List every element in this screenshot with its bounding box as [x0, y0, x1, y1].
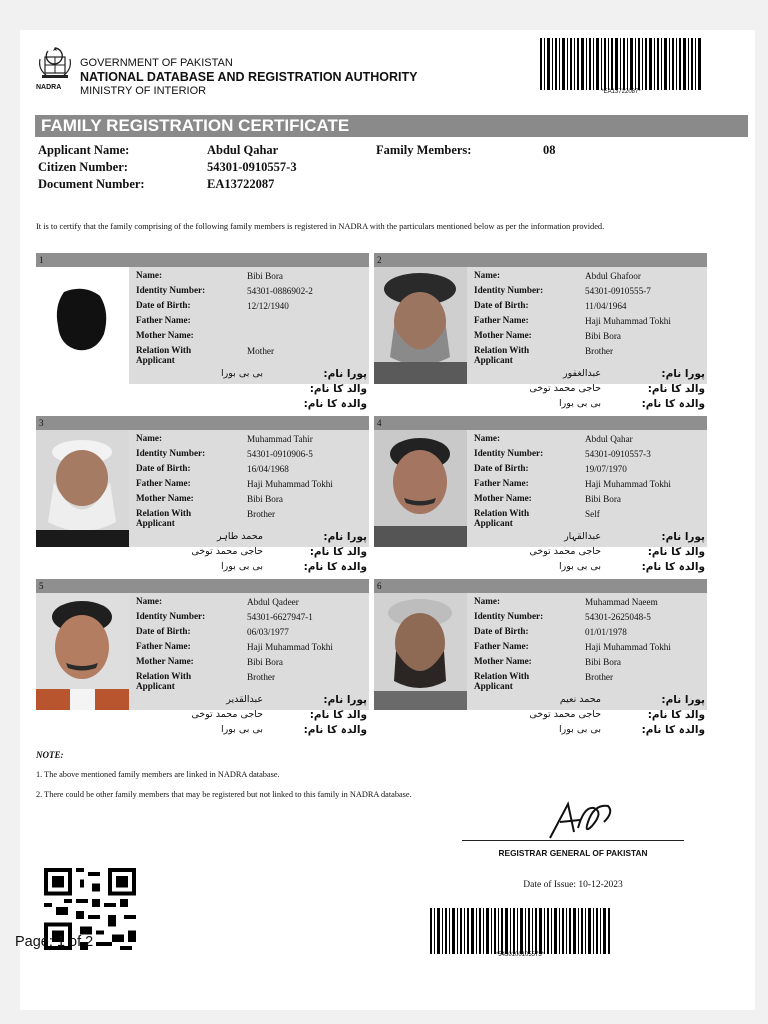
certificate-title: FAMILY REGISTRATION CERTIFICATE [35, 115, 748, 137]
member-identity: 54301-6627947-1 [247, 612, 313, 622]
member-father: Haji Muhammad Tokhi [585, 316, 671, 326]
certificate-page [20, 30, 755, 1010]
member-number: 2 [374, 253, 707, 267]
member-father: Haji Muhammad Tokhi [585, 479, 671, 489]
mother-label: Mother Name: [474, 656, 532, 666]
name-label: Name: [474, 596, 501, 606]
member-relation: Brother [585, 672, 614, 682]
member-father: Haji Muhammad Tokhi [247, 642, 333, 652]
member-card-6 [374, 579, 707, 739]
member-card-1 [36, 253, 369, 413]
urdu-mother-label: والدہ کا نام: [303, 724, 367, 736]
member-urdu-mother: بی بی بورا [559, 724, 601, 735]
member-urdu-mother: بی بی بورا [221, 561, 263, 572]
identity-label: Identity Number: [136, 611, 206, 621]
urdu-name-label: پورا نام: [661, 694, 705, 706]
page-number: Page: 1 of 2 [15, 934, 94, 950]
identity-label: Identity Number: [136, 285, 206, 295]
member-mother: Bibi Bora [585, 331, 621, 341]
relation-label: Relation With Applicant [474, 671, 530, 691]
member-mother: Bibi Bora [585, 494, 621, 504]
urdu-mother-label: والدہ کا نام: [641, 561, 705, 573]
member-number: 1 [36, 253, 369, 267]
member-dob: 19/07/1970 [585, 464, 627, 474]
mother-label: Mother Name: [136, 656, 194, 666]
member-dob: 01/01/1978 [585, 627, 627, 637]
applicant-name-label: Applicant Name: [38, 143, 130, 157]
government-line: GOVERNMENT OF PAKISTAN [80, 57, 233, 69]
pakistan-emblem-icon [36, 45, 74, 85]
note-title: NOTE: [36, 750, 64, 760]
urdu-father-label: والد کا نام: [309, 546, 367, 558]
member-name: Abdul Ghafoor [585, 271, 641, 281]
member-mother: Bibi Bora [247, 494, 283, 504]
member-father: Haji Muhammad Tokhi [247, 479, 333, 489]
member-urdu-father: حاجی محمد توخی [191, 546, 263, 557]
member-urdu-mother: بی بی بورا [559, 561, 601, 572]
name-label: Name: [474, 270, 501, 280]
member-name: Muhammad Naeem [585, 597, 658, 607]
citizen-number-value: 54301-0910557-3 [207, 160, 297, 174]
member-name: Muhammad Tahir [247, 434, 313, 444]
member-card-3 [36, 416, 369, 576]
member-urdu-name: عبدالقہار [564, 531, 601, 542]
urdu-father-label: والد کا نام: [309, 709, 367, 721]
applicant-name-value: Abdul Qahar [207, 143, 279, 157]
member-card-2 [374, 253, 707, 413]
member-photo [36, 267, 129, 384]
member-urdu-father: حاجی محمد توخی [529, 709, 601, 720]
member-photo [36, 430, 129, 547]
urdu-father-label: والد کا نام: [647, 709, 705, 721]
mother-label: Mother Name: [474, 493, 532, 503]
member-dob: 06/03/1977 [247, 627, 289, 637]
member-urdu-father: حاجی محمد توخی [529, 383, 601, 394]
relation-label: Relation With Applicant [136, 345, 192, 365]
issue-date: Date of Issue: 10-12-2023 [523, 880, 623, 890]
authority-name: NATIONAL DATABASE AND REGISTRATION AUTHORITY [80, 70, 418, 84]
urdu-mother-label: والدہ کا نام: [303, 398, 367, 410]
relation-label: Relation With Applicant [136, 508, 192, 528]
mother-label: Mother Name: [136, 493, 194, 503]
member-card-4 [374, 416, 707, 576]
member-identity: 54301-2625048-5 [585, 612, 651, 622]
member-name: Bibi Bora [247, 271, 283, 281]
member-relation: Brother [247, 672, 276, 682]
relation-label: Relation With Applicant [474, 345, 530, 365]
father-label: Father Name: [136, 478, 191, 488]
urdu-father-label: والد کا نام: [647, 546, 705, 558]
urdu-name-label: پورا نام: [661, 531, 705, 543]
ministry-name: MINISTRY OF INTERIOR [80, 85, 207, 97]
member-relation: Brother [585, 346, 614, 356]
member-identity: 54301-0910906-5 [247, 449, 313, 459]
identity-label: Identity Number: [474, 285, 544, 295]
identity-label: Identity Number: [474, 611, 544, 621]
member-urdu-name: عبدالقدیر [226, 694, 263, 705]
member-photo [374, 430, 467, 547]
name-label: Name: [136, 433, 163, 443]
signature-line [462, 840, 684, 841]
member-dob: 11/04/1964 [585, 301, 627, 311]
member-dob: 16/04/1968 [247, 464, 289, 474]
dob-label: Date of Birth: [474, 463, 529, 473]
mother-label: Mother Name: [474, 330, 532, 340]
member-card-5 [36, 579, 369, 739]
member-mother: Bibi Bora [585, 657, 621, 667]
identity-label: Identity Number: [136, 448, 206, 458]
relation-label: Relation With Applicant [474, 508, 530, 528]
document-number-value: EA13722087 [207, 177, 275, 191]
member-urdu-mother: بی بی بورا [221, 724, 263, 735]
father-label: Father Name: [136, 641, 191, 651]
name-label: Name: [136, 596, 163, 606]
family-members-value: 08 [543, 143, 556, 157]
document-barcode-text: *EA13722087* [601, 89, 641, 95]
father-label: Father Name: [474, 641, 529, 651]
member-photo [374, 593, 467, 710]
certification-statement: It is to certify that the family comprising of the following family members is registered in NADRA with the particulars mentioned below as per the information provided. [36, 222, 605, 231]
registrar-title: REGISTRAR GENERAL OF PAKISTAN [498, 848, 648, 858]
member-photo [36, 593, 129, 710]
member-father: Haji Muhammad Tokhi [585, 642, 671, 652]
member-number: 3 [36, 416, 369, 430]
urdu-mother-label: والدہ کا نام: [641, 398, 705, 410]
footer-barcode [430, 908, 610, 954]
urdu-father-label: والد کا نام: [309, 383, 367, 395]
member-name: Abdul Qadeer [247, 597, 299, 607]
member-urdu-name: بی بی بورا [221, 368, 263, 379]
member-urdu-father: حاجی محمد توخی [529, 546, 601, 557]
member-number: 4 [374, 416, 707, 430]
member-identity: 54301-0886902-2 [247, 286, 313, 296]
member-name: Abdul Qahar [585, 434, 633, 444]
member-number: 6 [374, 579, 707, 593]
family-members-label: Family Members: [376, 143, 472, 157]
member-relation: Brother [247, 509, 276, 519]
member-identity: 54301-0910555-7 [585, 286, 651, 296]
dob-label: Date of Birth: [136, 300, 191, 310]
urdu-name-label: پورا نام: [323, 694, 367, 706]
dob-label: Date of Birth: [474, 626, 529, 636]
member-dob: 12/12/1940 [247, 301, 289, 311]
member-photo [374, 267, 467, 384]
name-label: Name: [136, 270, 163, 280]
member-identity: 54301-0910557-3 [585, 449, 651, 459]
member-number: 5 [36, 579, 369, 593]
note-1: 1. The above mentioned family members are linked in NADRA database. [36, 770, 280, 779]
member-relation: Self [585, 509, 600, 519]
registrar-signature [540, 798, 620, 846]
member-mother: Bibi Bora [247, 657, 283, 667]
member-urdu-name: محمد نعیم [559, 694, 601, 705]
document-barcode [540, 38, 702, 90]
member-relation: Mother [247, 346, 275, 356]
dob-label: Date of Birth: [136, 463, 191, 473]
document-number-label: Document Number: [38, 177, 145, 191]
father-label: Father Name: [474, 478, 529, 488]
relation-label: Relation With Applicant [136, 671, 192, 691]
dob-label: Date of Birth: [136, 626, 191, 636]
urdu-mother-label: والدہ کا نام: [303, 561, 367, 573]
urdu-mother-label: والدہ کا نام: [641, 724, 705, 736]
father-label: Father Name: [136, 315, 191, 325]
member-urdu-name: عبدالغفور [563, 368, 601, 379]
member-urdu-mother: بی بی بورا [559, 398, 601, 409]
identity-label: Identity Number: [474, 448, 544, 458]
name-label: Name: [474, 433, 501, 443]
citizen-number-label: Citizen Number: [38, 160, 128, 174]
father-label: Father Name: [474, 315, 529, 325]
member-urdu-name: محمد طاہر [217, 531, 263, 542]
mother-label: Mother Name: [136, 330, 194, 340]
member-urdu-father: حاجی محمد توخی [191, 709, 263, 720]
urdu-name-label: پورا نام: [661, 368, 705, 380]
note-2: 2. There could be other family members that may be registered but not linked to this family in NADRA database. [36, 790, 412, 799]
urdu-name-label: پورا نام: [323, 531, 367, 543]
urdu-father-label: والد کا نام: [647, 383, 705, 395]
emblem-label: NADRA [36, 84, 62, 91]
dob-label: Date of Birth: [474, 300, 529, 310]
urdu-name-label: پورا نام: [323, 368, 367, 380]
footer-barcode-text: *5430100105573* [495, 952, 545, 958]
